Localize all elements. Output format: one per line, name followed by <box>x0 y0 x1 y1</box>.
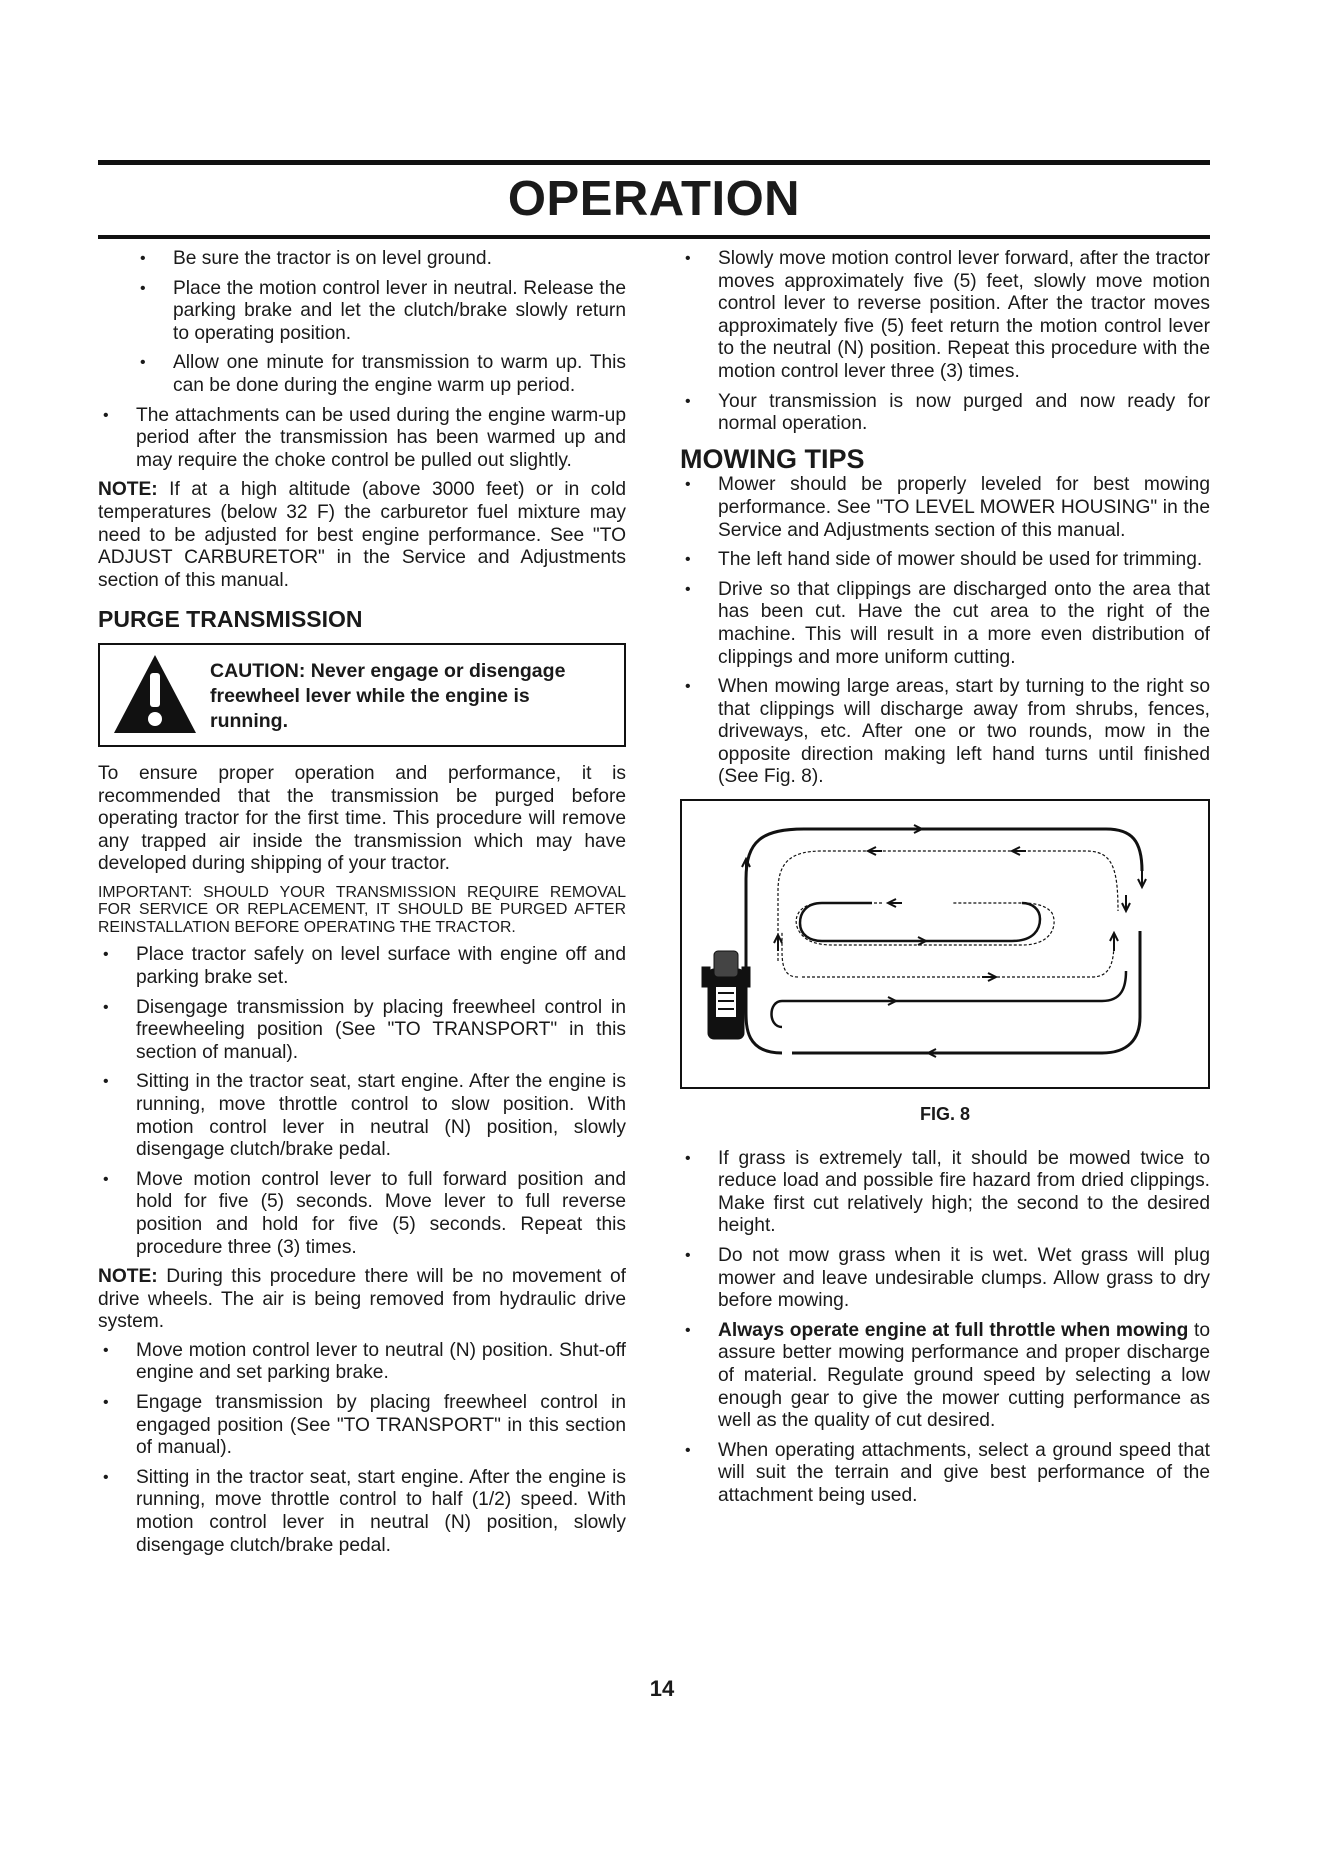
list-item: • The attachments can be used during the engine warm-up period after the transmission has been warmed up and may require the choke control be pulled out slightly. <box>98 405 626 473</box>
list-item: • If grass is extremely tall, it should be mowed twice to reduce load and possible fire hazard from dried clippings. Make first cut relatively high; the second to the desired height. <box>680 1148 1210 1238</box>
list-item: • Your transmission is now purged and now ready for normal operation. <box>680 391 1210 436</box>
top-rule <box>98 160 1210 165</box>
caution-box <box>98 643 626 747</box>
arrow-right <box>982 973 996 981</box>
list-item: • Move motion control lever to full forward position and hold for five (5) seconds. Move lever to full reverse position and hold for five (5) seconds. Repeat this procedure three (3) times. <box>98 1169 626 1259</box>
list-item: • Disengage transmission by placing freewheel control in freewheeling position (See "TO TRANSPORT" in this section of manual). <box>98 997 626 1065</box>
list-item-throttle <box>680 1320 1210 1433</box>
warning-triangle-icon <box>110 651 200 737</box>
list-item: • The left hand side of mower should be used for trimming. <box>680 549 1210 572</box>
mowing-pattern-diagram <box>682 801 1208 1085</box>
mowing-pattern-figure <box>680 799 1210 1089</box>
purge-transmission-heading: PURGE TRANSMISSION <box>98 606 363 633</box>
warmup-sub-list <box>98 248 626 398</box>
note-purge <box>98 1266 626 1334</box>
arrow-down <box>1138 871 1146 887</box>
arrow-up <box>774 935 782 951</box>
list-item: • Do not mow grass when it is wet. Wet grass will plug mower and leave undesirable clumps. Allow grass to dry before mowing. <box>680 1245 1210 1313</box>
note-label: NOTE: <box>98 1266 158 1288</box>
arrow-left <box>888 899 902 907</box>
page-number: 14 <box>649 1676 675 1701</box>
mowing-path-inner-loop <box>796 903 1054 945</box>
arrow-left <box>1012 847 1026 855</box>
list-item: • Allow one minute for transmission to warm up. This can be done during the engine warm up period. <box>98 352 626 397</box>
purge-intro: To ensure proper operation and performance, it is recommended that the transmission be purged before operating tractor for the first time. This procedure will remove any trapped air inside the transmission which may have developed during shipping of your tractor. <box>98 762 626 875</box>
arrow-right <box>912 937 926 945</box>
list-item: • Sitting in the tractor seat, start engine. After the engine is running, move throttle control to slow position. With motion control lever in neutral (N) position, slowly disengage clutch/brake pedal. <box>98 1071 626 1161</box>
arrow-right <box>907 825 922 833</box>
list-item: • When mowing large areas, start by turning to the right so that clippings will discharge away from shrubs, fences, driveways, etc. After one or two rounds, mow in the opposite direction making left hand turns until finished (See Fig. 8). <box>680 676 1210 789</box>
left-column <box>98 248 626 1564</box>
note-altitude <box>98 479 626 592</box>
caution-text: CAUTION: Never engage or disengage freewheel lever while the engine is running. <box>210 659 566 732</box>
list-item: • When operating attachments, select a ground speed that will suit the terrain and give best performance of the attachment being used. <box>680 1440 1210 1508</box>
arrow-down <box>1122 895 1130 911</box>
list-item: • Sitting in the tractor seat, start engine. After the engine is running, move throttle control to half (1/2) speed. With motion control lever in neutral (N) position, slowly disengage clutch/brake pedal. <box>98 1467 626 1557</box>
mowing-path-second-bottom <box>802 941 1114 977</box>
throttle-tip-bold: Always operate engine at full throttle when mowing <box>718 1319 1189 1341</box>
important-notice: IMPORTANT: SHOULD YOUR TRANSMISSION REQUIRE REMOVAL FOR SERVICE OR REPLACEMENT, IT SHOULD BE PURGED AFTER REINSTALLATION BEFORE OPERATING THE TRACTOR. <box>98 883 626 936</box>
list-item: • Be sure the tractor is on level ground. <box>98 248 626 271</box>
mowing-tips-heading: MOWING TIPS <box>680 443 865 474</box>
arrow-up <box>1110 933 1118 951</box>
list-item: • Place tractor safely on level surface with engine off and parking brake set. <box>98 944 626 989</box>
list-item: • Engage transmission by placing freewheel control in engaged position (See "TO TRANSPORT" in this section of manual). <box>98 1392 626 1460</box>
page-title: OPERATION <box>507 172 801 226</box>
note-text: If at a high altitude (above 3000 feet) or in cold temperatures (below 32 F) the carburetor fuel mixture may need to be adjusted for best engine performance. See "TO ADJUST CARBURETOR" in the Service and Adjustments section of this manual. <box>98 479 626 591</box>
list-item: • Mower should be properly leveled for best mowing performance. See "TO LEVEL MOWER HOUSING" in the Service and Adjustments section of this manual. <box>680 474 1210 542</box>
mowing-path-inner-bottom <box>772 971 1127 1027</box>
mowing-path-second-left <box>782 931 798 977</box>
arrow-left <box>868 847 882 855</box>
right-column <box>680 248 1210 1515</box>
title-underline <box>98 235 1210 239</box>
mowing-path-center-loop <box>800 903 1040 941</box>
mowing-path-second <box>778 851 1118 961</box>
note-text: During this procedure there will be no movement of drive wheels. The air is being removed from hydraulic drive system. <box>98 1266 626 1333</box>
arrow-right <box>882 997 896 1005</box>
tractor-icon <box>702 951 750 1039</box>
list-item: • Move motion control lever to neutral (N) position. Shut-off engine and set parking brake. <box>98 1340 626 1385</box>
list-item: • Slowly move motion control lever forward, after the tractor moves approximately five (5) feet, slowly move motion control lever to reverse position. After the tractor moves approximately five (5) feet return the motion control lever to the neutral (N) position. Repeat this procedure with the motion control lever three (3) times. <box>680 248 1210 384</box>
mowing-path-outer-return <box>792 931 1140 1053</box>
arrow-left <box>928 1049 944 1057</box>
list-item: • Drive so that clippings are discharged onto the area that has been cut. Have the cut area to the right of the machine. This will result in a more even distribution of clippings and more uniform cutting. <box>680 579 1210 669</box>
note-label: NOTE: <box>98 479 158 501</box>
list-item: • Place the motion control lever in neutral. Release the parking brake and let the clutch/brake slowly return to operating position. <box>98 278 626 346</box>
throttle-tip-text: to assure better mowing performance and proper discharge of material. Regulate ground speed by selecting a low enough gear to give the mower cutting performance as well as the quality of cut desired. <box>718 1319 1210 1432</box>
figure-caption: FIG. 8 <box>919 1104 970 1125</box>
